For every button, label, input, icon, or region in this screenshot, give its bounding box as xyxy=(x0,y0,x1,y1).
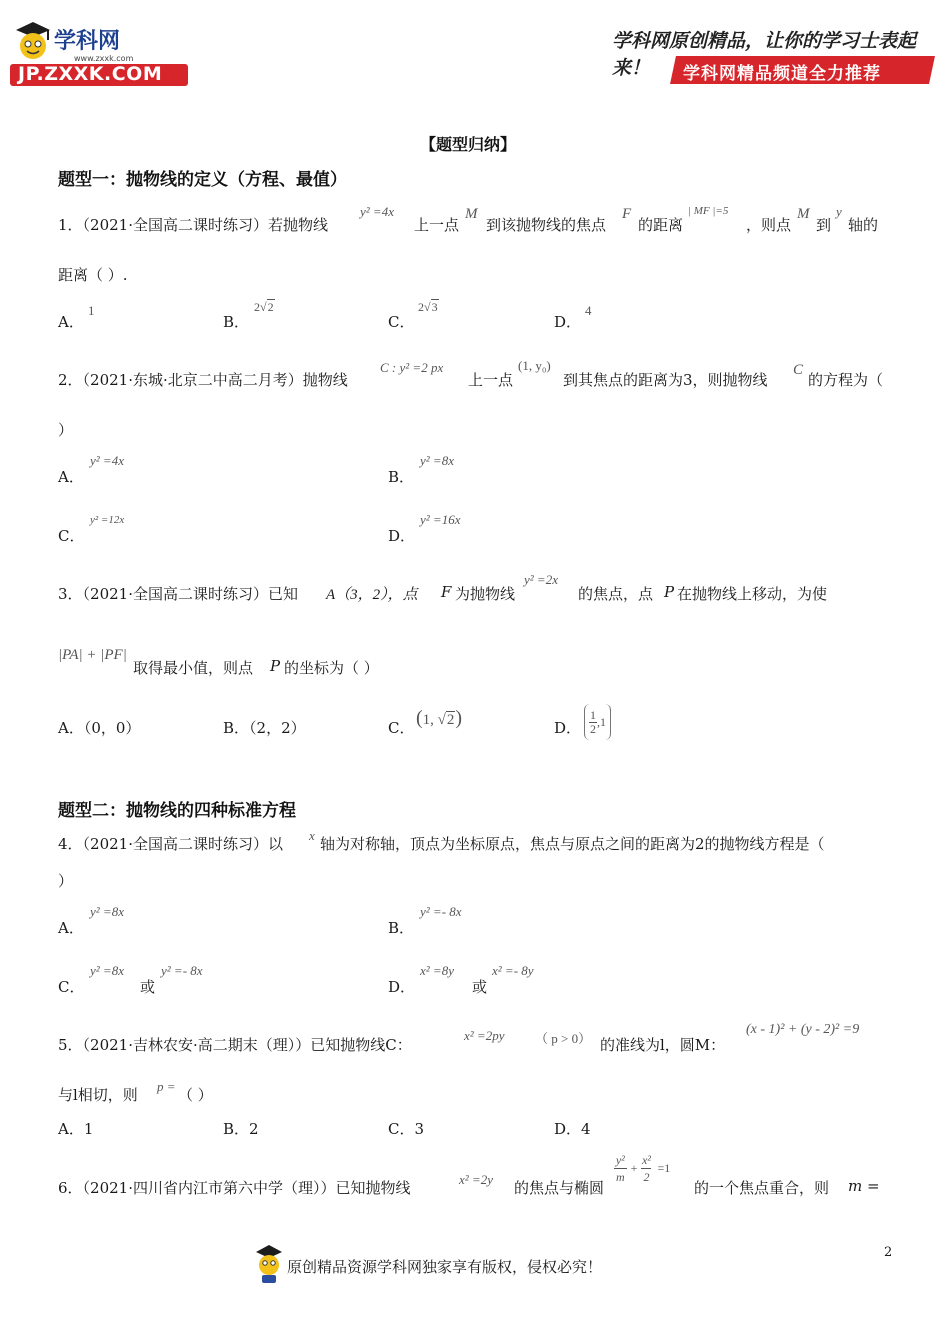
q5-line2b: （ ） xyxy=(178,1086,213,1104)
q5-line2: 与l相切，则 xyxy=(58,1086,138,1104)
q3-option-c-label: C． xyxy=(388,719,415,737)
q4-option-a-value: y² =8x xyxy=(90,904,124,919)
q2-math-3: C xyxy=(793,362,804,378)
q3-text-a4: 为抛物线 xyxy=(455,585,516,603)
q5-option-d: D．4 xyxy=(554,1120,591,1138)
q5-option-c: C．3 xyxy=(388,1120,425,1138)
q1-option-b-label: B． xyxy=(223,313,250,331)
q5-math-2: （ p > 0） xyxy=(535,1031,592,1046)
q4-option-c-value-2: y² =- 8x xyxy=(161,963,203,978)
q1-option-c-radicand: 3 xyxy=(431,300,438,314)
q6-math-2: m = xyxy=(848,1177,880,1195)
slogan-banner-text: 学科网精品频道全力推荐 xyxy=(683,64,881,84)
q4-option-b-label: B． xyxy=(388,919,415,937)
q3-option-a: A．（0，0） xyxy=(58,719,141,737)
q3-text-a2 xyxy=(326,583,418,604)
q4-math-1: x xyxy=(309,828,315,843)
q5-text-b: 的准线为l，圆M： xyxy=(600,1036,726,1054)
q6-fraction-2-num: x² xyxy=(641,1153,651,1167)
q3-text-a3: F xyxy=(441,583,452,601)
q3-option-b: B．（2，2） xyxy=(223,719,306,737)
q4-option-c-or: 或 xyxy=(140,978,156,996)
q1-option-b-radicand: 2 xyxy=(267,300,274,314)
q1-text-b: 上一点 xyxy=(414,216,460,234)
q2-math-1: C : y² =2 px xyxy=(380,360,444,375)
q2-option-a-value: y² =4x xyxy=(90,453,124,468)
q4-option-b-value: y² =- 8x xyxy=(420,904,462,919)
q2-math-2: (1, y₀) xyxy=(518,358,551,373)
q1-option-b-value: 2√2 xyxy=(254,300,274,314)
q1-math-5: M xyxy=(797,206,810,222)
q3-text-e: 的坐标为（ ） xyxy=(284,659,379,677)
q3-option-c-lparen: ( xyxy=(416,707,423,729)
q5-math-1: x² =2py xyxy=(464,1028,505,1043)
q4-line2: ） xyxy=(58,872,74,890)
q2-option-b-value: y² =8x xyxy=(420,453,454,468)
q1-text-e: ，则点 xyxy=(746,216,792,234)
page-number: 2 xyxy=(884,1245,893,1260)
mascot-icon xyxy=(12,22,54,66)
q3-option-d-rest: ,1 xyxy=(597,714,606,729)
q2-text-c: 到其焦点的距离为3，则抛物线 xyxy=(563,371,768,389)
q1-text-g: 轴的 xyxy=(848,216,879,234)
q3-option-c-rparen: ) xyxy=(455,707,463,729)
q4-option-d-label: D． xyxy=(388,978,416,996)
q2-option-c-label: C． xyxy=(58,527,85,545)
q1-option-c-coef: 2 xyxy=(418,300,424,314)
q5-text-a: 5．（2021·吉林农安·高二期末（理））已知抛物线C： xyxy=(58,1036,412,1054)
q1-option-a-value: 1 xyxy=(88,303,95,318)
q4-option-a-label: A． xyxy=(58,919,84,937)
page-title: 【题型归纳】 xyxy=(420,135,517,154)
q1-text-c: 到该抛物线的焦点 xyxy=(486,216,607,234)
q6-fraction-2-den: 2 xyxy=(643,1170,650,1184)
q6-text-c: 的一个焦点重合，则 xyxy=(694,1179,830,1197)
q1-math-6: y xyxy=(836,204,842,219)
logo-text: 学科网 xyxy=(54,29,121,54)
q5-math-4: p = xyxy=(157,1079,176,1094)
q3-text-d: 取得最小值，则点 xyxy=(133,659,254,677)
footer-mascot-icon xyxy=(254,1245,284,1285)
q6-text-a: 6．（2021·四川省内江市第六中学（理））已知抛物线 xyxy=(58,1179,411,1197)
q1-option-b-coef: 2 xyxy=(254,300,260,314)
q3-option-d-fraction xyxy=(589,709,597,736)
section-heading-2: 题型二：抛物线的四种标准方程 xyxy=(58,801,296,821)
logo-domain: www.zxxk.com xyxy=(74,54,134,63)
q1-option-a-label: A． xyxy=(58,313,84,331)
q5-math-3: (x - 1)² + (y - 2)² =9 xyxy=(746,1022,860,1037)
q2-text-a: 2．（2021·东城·北京二中高二月考）抛物线 xyxy=(58,371,348,389)
q3-text-b2: P xyxy=(664,583,675,601)
q2-option-d-label: D． xyxy=(388,527,416,545)
q2-option-c-value: y² =12x xyxy=(90,514,125,526)
q2-option-b-label: B． xyxy=(388,468,415,486)
q1-text-d: 的距离 xyxy=(638,216,684,234)
q1-option-c-value: 2√3 xyxy=(418,300,438,314)
q3-math-1: y² =2x xyxy=(524,572,558,587)
q6-ellipse-equation xyxy=(614,1152,670,1185)
q3-text-b: 的焦点，点 xyxy=(578,585,654,603)
q3-option-c-value: (1, √2) xyxy=(416,707,463,729)
q1-option-c-label: C． xyxy=(388,313,415,331)
q1-math-2: M xyxy=(465,206,478,222)
q2-option-a-label: A． xyxy=(58,468,84,486)
q4-option-d-value-2: x² =- 8y xyxy=(492,963,534,978)
q3-option-d-numerator: 1 xyxy=(590,707,596,722)
q6-fraction-1 xyxy=(614,1152,627,1185)
q6-fraction-1-den: m xyxy=(616,1170,625,1184)
logo-url: JP.ZXXK.COM xyxy=(18,63,163,85)
header-slogan: 学科网原创精品，让你的学习士表起来！ xyxy=(612,30,917,79)
q3-option-c-x: 1, xyxy=(422,712,438,728)
q1-math-1: y² =4x xyxy=(360,204,394,219)
q4-option-d-or: 或 xyxy=(472,978,488,996)
q1-line2: 距离（ ）. xyxy=(58,266,128,284)
q1-option-d-value: 4 xyxy=(585,303,592,318)
q2-text-b: 上一点 xyxy=(468,371,514,389)
q3-text-c: 在抛物线上移动，为使 xyxy=(677,585,828,603)
q1-math-4: | MF |=5 xyxy=(688,205,729,217)
q3-text-a: 3．（2021·全国高二课时练习）已知 xyxy=(58,585,298,603)
site-logo[interactable] xyxy=(8,22,190,88)
q6-fraction-1-num: y² xyxy=(615,1153,625,1167)
section-heading-1: 题型一：抛物线的定义（方程、最值） xyxy=(58,170,347,190)
q2-text-d: 的方程为（ xyxy=(808,371,884,389)
q5-option-b: B．2 xyxy=(223,1120,259,1138)
q4-text-b: 轴为对称轴，顶点为坐标原点，焦点与原点之间的距离为2的抛物线方程是（ xyxy=(320,835,825,853)
q4-option-d-value-1: x² =8y xyxy=(420,963,454,978)
q2-option-d-value: y² =16x xyxy=(420,512,461,527)
q3-math-2: |PA| + |PF| xyxy=(58,647,127,663)
q5-option-a: A．1 xyxy=(58,1120,94,1138)
q6-math-1: x² =2y xyxy=(459,1172,493,1187)
q6-text-b: 的焦点与椭圆 xyxy=(514,1179,605,1197)
q6-equals-one: =1 xyxy=(657,1161,671,1175)
q3-option-d-value xyxy=(584,704,611,740)
q6-plus: + xyxy=(630,1161,638,1175)
q3-option-d-denominator: 2 xyxy=(590,721,596,736)
q3-option-c-radicand: 2 xyxy=(446,712,455,728)
q4-option-c-value-1: y² =8x xyxy=(90,963,124,978)
footer-copyright: 原创精品资源学科网独家享有版权，侵权必究！ xyxy=(287,1258,603,1276)
q1-option-d-label: D． xyxy=(554,313,582,331)
q1-text-a: 1．（2021·全国高二课时练习）若抛物线 xyxy=(58,216,328,234)
q6-fraction-2 xyxy=(641,1152,651,1185)
q3-point-a: A（3，2），点 xyxy=(326,587,418,603)
q4-option-c-label: C． xyxy=(58,978,85,996)
q1-text-f: 到 xyxy=(816,216,832,234)
q2-line2: ） xyxy=(58,421,74,439)
q3-text-d2: P xyxy=(270,657,281,675)
q3-option-d-label: D． xyxy=(554,719,582,737)
q1-math-3: F xyxy=(622,206,632,222)
q4-text-a: 4．（2021·全国高二课时练习）以 xyxy=(58,835,283,853)
